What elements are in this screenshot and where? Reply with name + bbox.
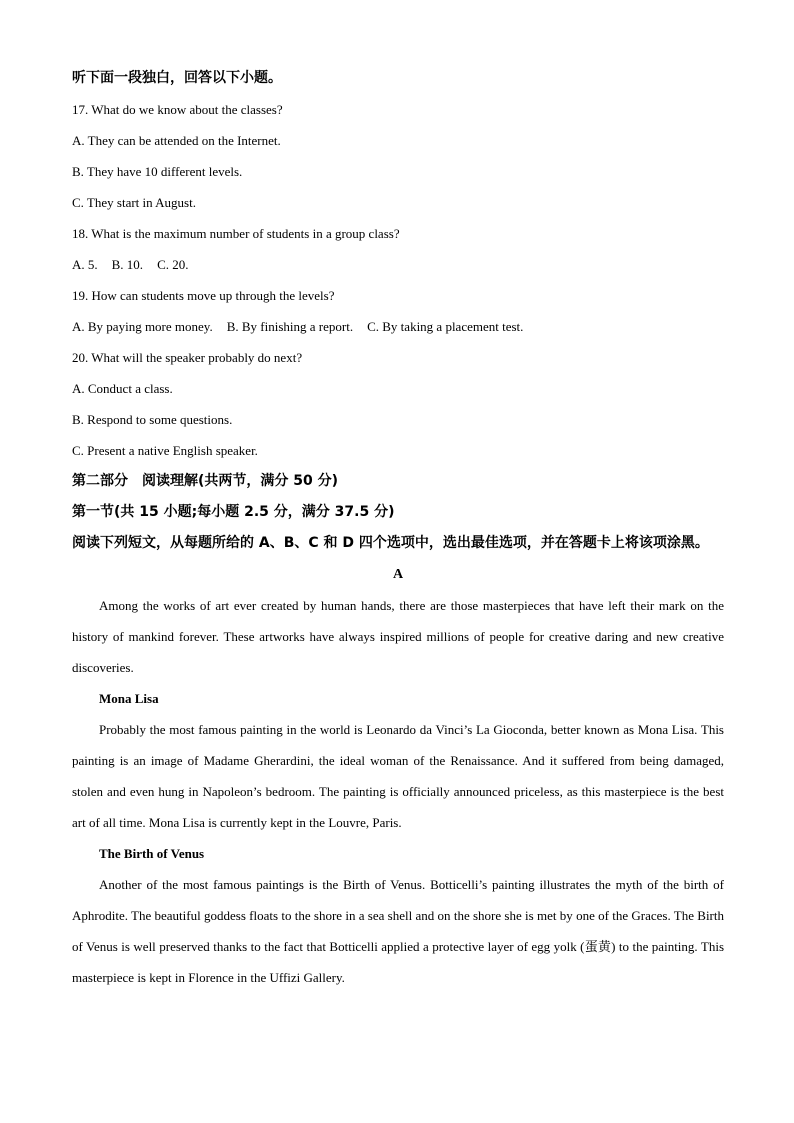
section-body-birth-of-venus: Another of the most famous paintings is the Birth of Venus. Botticelli’s painting illustrates the myth of the birth of Aphrodite. The beautiful goddess floats to the shore in a sea shell and on the shore she is met by one of the Graces. The Birth of Venus is well preserved thanks to the fact that Botticelli applied a protective layer of egg yolk (蛋黄) to the painting. This masterpiece is kept in Florence in the Uffizi Gallery. xyxy=(72,877,724,985)
question-18-options xyxy=(72,249,724,280)
section-heading-mona-lisa: Mona Lisa xyxy=(99,691,159,706)
exam-page xyxy=(72,63,724,993)
question-20-option-c: C. Present a native English speaker. xyxy=(72,443,258,458)
question-19-option-b: B. By finishing a report. xyxy=(226,319,354,334)
question-18-option-a: A. 5. xyxy=(72,257,98,272)
question-17-option-c: C. They start in August. xyxy=(72,195,196,210)
question-20-option-a: A. Conduct a class. xyxy=(72,381,173,396)
passage-letter: A xyxy=(392,567,404,582)
question-20-option-b: B. Respond to some questions. xyxy=(72,412,233,427)
question-17-option-b: B. They have 10 different levels. xyxy=(72,164,243,179)
question-18-option-b: B. 10. xyxy=(111,257,144,272)
listening-instruction: 听下面一段独白，回答以下小题。 xyxy=(72,70,282,86)
question-19-options xyxy=(72,311,724,342)
question-20-stem: 20. What will the speaker probably do next? xyxy=(72,350,303,365)
question-17-stem: 17. What do we know about the classes? xyxy=(72,102,283,117)
section-body-mona-lisa: Probably the most famous painting in the world is Leonardo da Vinci’s La Gioconda, better known as Mona Lisa. This painting is an image of Madame Gherardini, the ideal woman of the Renaissance. And it suffered from being damaged, stolen and even hung in Napoleon’s bedroom. The painting is officially announced priceless, as this masterpiece is the best art of all time. Mona Lisa is currently kept in the Louvre, Paris. xyxy=(72,722,724,830)
reading-instruction: 阅读下列短文，从每题所给的 A、B、C 和 D 四个选项中，选出最佳选项，并在答题卡上将该项涂黑。 xyxy=(72,535,709,551)
question-17-option-a: A. They can be attended on the Internet. xyxy=(72,133,281,148)
reading-part-title: 第二部分 阅读理解(共两节，满分 50 分) xyxy=(72,473,339,489)
reading-section-title: 第一节(共 15 小题;每小题 2.5 分，满分 37.5 分) xyxy=(72,504,395,520)
question-19-option-c: C. By taking a placement test. xyxy=(367,319,524,334)
question-19-stem: 19. How can students move up through the levels? xyxy=(72,288,335,303)
question-19-option-a: A. By paying more money. xyxy=(72,319,213,334)
section-heading-birth-of-venus: The Birth of Venus xyxy=(99,846,205,861)
question-18-stem: 18. What is the maximum number of students in a group class? xyxy=(72,226,400,241)
passage-intro: Among the works of art ever created by human hands, there are those masterpieces that have left their mark on the history of mankind forever. These artworks have always inspired millions of people for creative daring and new creative discoveries. xyxy=(72,598,724,675)
question-18-option-c: C. 20. xyxy=(157,257,189,272)
